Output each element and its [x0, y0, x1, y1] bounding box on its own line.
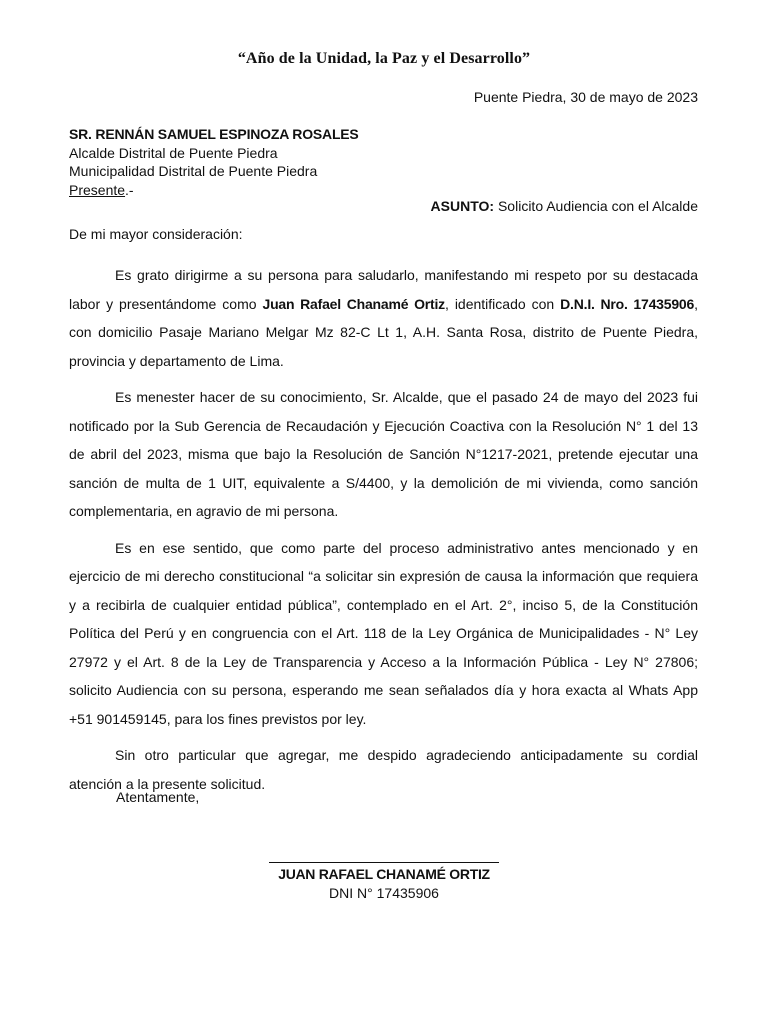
- recipient-block: [69, 125, 359, 199]
- sender-name-bold: Juan Rafael Chanamé Ortiz: [262, 295, 445, 312]
- letter-body: [69, 261, 698, 806]
- recipient-name: SR. RENNÁN SAMUEL ESPINOZA ROSALES: [69, 126, 359, 142]
- paragraph-introduction: [69, 261, 698, 375]
- signer-name: JUAN RAFAEL CHANAMÉ ORTIZ: [278, 866, 490, 882]
- paragraph-farewell: Sin otro particular que agregar, me despido agradeciendo anticipadamente su cordial atención a la presente solicitud.: [69, 747, 698, 792]
- intro-text-2: , identificado con: [444, 295, 561, 312]
- subject-text: Solicito Audiencia con el Alcalde: [494, 198, 698, 214]
- recipient-title: Alcalde Distrital de Puente Piedra: [69, 144, 278, 161]
- sender-dni-bold: D.N.I. Nro. 17435906: [560, 295, 695, 312]
- signature-line: [269, 862, 499, 863]
- subject-line: [431, 198, 698, 214]
- signer-dni: DNI N° 17435906: [329, 884, 439, 901]
- paragraph-request: Es en ese sentido, que como parte del proceso administrativo antes mencionado y en ejercicio de mi derecho constitucional “a solicitar sin expresión de causa la información que requiera y a recibirla de cualquier entidad pública”, contemplado en el Art. 2°, inciso 5, de la Constitución Política del Perú y en congruencia con el Art. 118 de la Ley Orgánica de Municipalidades - N° Ley 27972 y el Art. 8 de la Ley de Transparencia y Acceso a la Información Pública - Ley N° 27806; solicito Audiencia con su persona, esperando me sean señalados día y hora exacta al Whats App +51 901459145, para los fines previstos por ley.: [69, 539, 698, 727]
- paragraph-notification: Es menester hacer de su conocimiento, Sr. Alcalde, que el pasado 24 de mayo del 2023 fui notificado por la Sub Gerencia de Recaudación y Ejecución Coactiva con la Resolución N° 1 del 13 de abril del 2023, misma que bajo la Resolución de Sanción N°1217-2021, pretende ejecutar una sanción de multa de 1 UIT, equivalente a S/4400, y la demolición de mi vivienda, como sanción complementaria, en agravio de mi persona.: [69, 389, 698, 519]
- subject-label: ASUNTO:: [430, 198, 495, 214]
- intro-text-1: Es grato dirigirme a su persona para saludarlo, manifestando mi respeto por su destacada labor y presentándome como: [69, 267, 698, 312]
- year-motto: “Año de la Unidad, la Paz y el Desarrollo”: [237, 50, 531, 67]
- intro-text-3: , con domicilio Pasaje Mariano Melgar Mz 82-C Lt 1, A.H. Santa Rosa, distrito de Puente Piedra, provincia y departamento de Lima.: [69, 295, 698, 369]
- closing-phrase: Atentamente,: [116, 789, 200, 805]
- presente-word: Presente: [69, 181, 126, 198]
- presente-suffix: .-: [125, 181, 134, 198]
- presente-line: [69, 181, 359, 200]
- letter-date: Puente Piedra, 30 de mayo de 2023: [473, 89, 698, 105]
- signature-block: [269, 862, 499, 902]
- recipient-organization: Municipalidad Distrital de Puente Piedra: [69, 163, 318, 179]
- salutation: De mi mayor consideración:: [69, 226, 243, 242]
